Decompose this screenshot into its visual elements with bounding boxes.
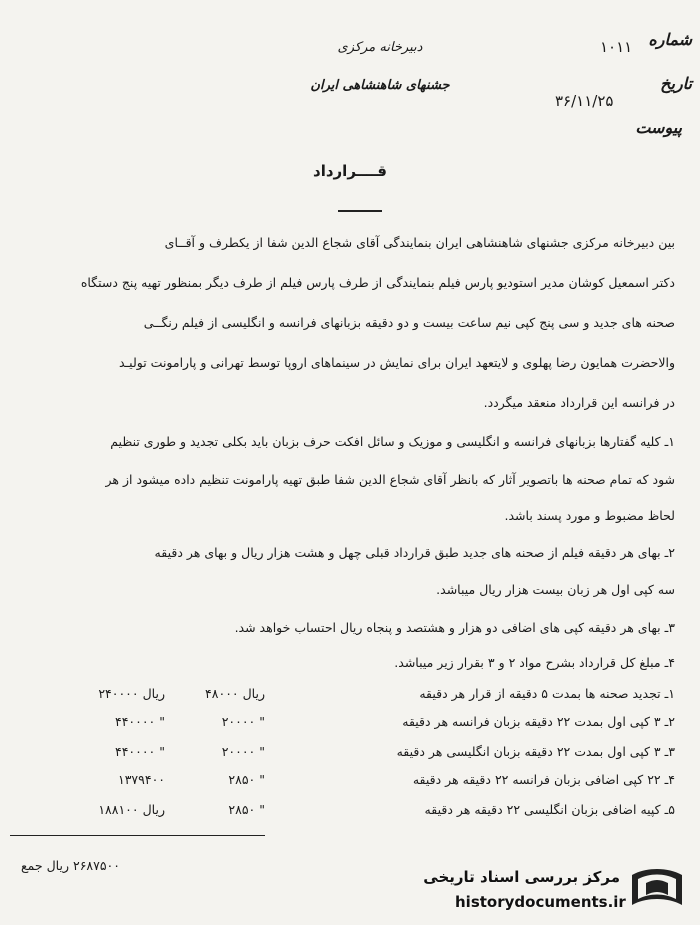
clause-line: ۳ـ بهای هر دقیقه کپی های اضافی دو هزار و هشتصد و پنجاه ریال احتساب خواهد شد. <box>234 620 675 635</box>
sum-label: جمع <box>21 858 43 873</box>
sum-value: ۲۶۸۷۵۰۰ ریال <box>46 858 120 873</box>
sum-rule <box>10 835 265 836</box>
row-unit-price: ۲۰۰۰۰ " <box>221 714 265 729</box>
watermark-title: مرکز بررسی اسناد تاریخی <box>423 868 620 886</box>
row-description: ۳ـ ۳ کپی اول بمدت ۲۲ دقیقه بزبان انگلیسی هر دقیقه <box>396 744 675 759</box>
clause-line: سه کپی اول هر زبان بیست هزار ریال میباشد. <box>436 582 675 597</box>
clause-line: ۴ـ مبلغ کل قرارداد بشرح مواد ۲ و ۳ بقرار زیر میباشد. <box>394 655 675 670</box>
intro-line: والاحضرت همایون رضا پهلوی و لایتعهد ایران برای نمایش در سینماهای اروپا توسط تهرانی و پارامونت تولیـد <box>118 355 675 370</box>
number-value: ۱۰۱۱ <box>600 38 633 56</box>
row-unit-price: ۴۸۰۰۰ ریال <box>205 686 265 701</box>
row-total: ۴۴۰۰۰۰ " <box>114 714 165 729</box>
row-total: ۴۴۰۰۰۰ " <box>114 744 165 759</box>
row-total: ۲۴۰۰۰۰ ریال <box>98 686 165 701</box>
row-unit-price: ۲۸۵۰ " <box>228 802 265 817</box>
row-description: ۱ـ تجدید صحنه ها بمدت ۵ دقیقه از قرار هر دقیقه <box>419 686 675 701</box>
archive-logo-icon <box>628 865 686 911</box>
intro-line: در فرانسه این قرارداد منعقد میگردد. <box>483 395 675 410</box>
table-row <box>0 744 700 766</box>
table-row <box>0 714 700 736</box>
row-description: ۲ـ ۳ کپی اول بمدت ۲۲ دقیقه بزبان فرانسه هر دقیقه <box>402 714 675 729</box>
document-title: قــــرارداد <box>313 162 387 180</box>
intro-line: بین دبیرخانه مرکزی جشنهای شاهنشاهی ایران بنمایندگی آقای شجاع الدین شفا از یکطرف و آقــای <box>164 235 675 250</box>
attachment-label: پیوست <box>635 118 682 137</box>
row-total: ۱۳۷۹۴۰۰ <box>118 772 165 787</box>
table-row <box>0 686 700 708</box>
intro-line: صحنه های جدید و سی پنج کپی نیم ساعت بیست و دو دقیقه بزبانهای فرانسه و انگلیسی از فیلم رنگــی <box>143 315 675 330</box>
clause-line: ۱ـ کلیه گفتارها بزبانهای فرانسه و انگلیسی و موزیک و سائل افکت حرف بزبان باید بکلی تجدید و طوری تنظیم <box>110 434 675 449</box>
letterhead-line2: جشنهای شاهنشاهی ایران <box>310 78 450 93</box>
row-unit-price: ۲۰۰۰۰ " <box>221 744 265 759</box>
sum-row <box>15 858 185 873</box>
table-row <box>0 802 700 824</box>
intro-line: دکتر اسمعیل کوشان مدیر استودیو پارس فیلم بنمایندگی از طرف پارس فیلم از طرف دیگر بمنظور تهیه پنج دستگاه <box>80 275 675 290</box>
clause-line: ۲ـ بهای هر دقیقه فیلم از صحنه های جدید طبق قرارداد قبلی چهل و هشت هزار ریال و بهای هر دقیقه <box>154 545 675 560</box>
watermark-url: historydocuments.ir <box>455 893 626 911</box>
number-label: شماره <box>648 30 692 49</box>
row-description: ۵ـ کپیه اضافی بزبان انگلیسی ۲۲ دقیقه هر دقیقه <box>424 802 675 817</box>
row-description: ۴ـ ۲۲ کپی اضافی بزبان فرانسه ۲۲ دقیقه هر دقیقه <box>412 772 675 787</box>
row-total: ۱۸۸۱۰۰ ریال <box>98 802 165 817</box>
letterhead-line1: دبیرخانه مرکزی <box>337 40 423 55</box>
clause-line: لحاظ مضبوط و مورد پسند باشد. <box>504 508 675 523</box>
table-row <box>0 772 700 794</box>
row-unit-price: ۲۸۵۰ " <box>228 772 265 787</box>
title-underline <box>338 210 382 212</box>
date-value: ۳۶/۱۱/۲۵ <box>555 92 614 110</box>
clause-line: شود که تمام صحنه ها باتصویر آثار که بانظر آقای شجاع الدین شفا طبق تهیه پارامونت تنظیم داده میشود از هر <box>105 472 675 487</box>
date-label: تاریخ <box>660 74 692 93</box>
